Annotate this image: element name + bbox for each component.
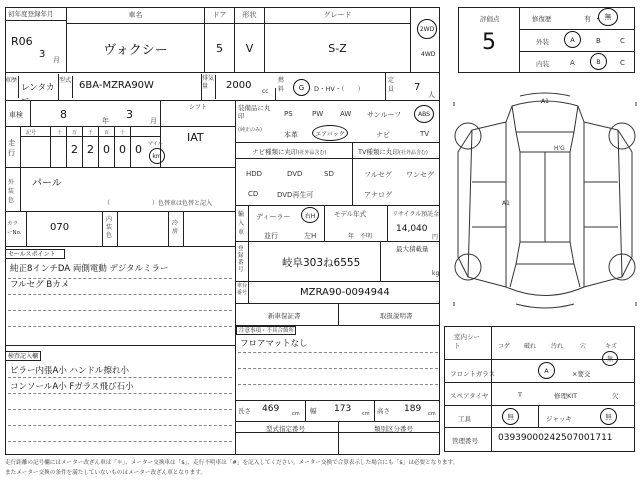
import-right-h-circle: 右H (301, 207, 319, 223)
inspection-divider (5, 101, 31, 127)
exterior-eval-b: B (596, 37, 601, 45)
seat-none-circle: 無 (602, 351, 618, 366)
sales-line-1 (8, 294, 232, 295)
shape-value: V (245, 41, 254, 55)
record-label: 記号 (26, 130, 37, 136)
tools-bottom (444, 427, 635, 428)
tv-analog: アナログ (364, 191, 392, 199)
insp-line-4 (8, 441, 232, 442)
equip-airbag-circle: エアバック (312, 125, 348, 141)
repair-bottom (520, 29, 635, 30)
sales-bottom (5, 345, 235, 346)
car-name-label: 車名 (67, 7, 204, 24)
insp-line-2 (8, 409, 232, 410)
first-reg-label: 初年度登録年月 (5, 7, 66, 21)
insp-line-1 (8, 393, 232, 394)
first-reg-cell (5, 7, 67, 73)
front-glass-label: フロントガラス (450, 370, 496, 378)
spare-missing: 欠 (612, 392, 619, 400)
equip-sunroof: サンルーフ (367, 111, 402, 119)
equip-tv: TV (420, 130, 430, 138)
interior-eval-a: A (570, 59, 575, 67)
exterior-color: パール (32, 178, 62, 189)
inspection-month: 3 (126, 108, 133, 121)
front-glass-a-circle: A (538, 362, 555, 379)
notes-line1: フロアマットなし (240, 339, 308, 349)
interior-eval-label: 内装 (536, 60, 549, 68)
sales-line-2 (8, 310, 232, 311)
grade-cell (265, 7, 440, 73)
width-value: 173 (334, 404, 352, 414)
grade-label: グレード (265, 7, 410, 24)
inspector-line1: ピラー内張A小 ハンドル擦れ小 (10, 366, 130, 376)
footer-line1: 走行距離の記号欄にはメーター改ざん車は「＊」、メーター交換車は「$」、走行不明車は「#」を記入してください。メーター交換で合算表示した場合にも「$」は必要となります。 (5, 460, 459, 466)
seat-opt-1: 破れ (524, 343, 537, 350)
month-unit: 月 (53, 56, 60, 64)
car-name-cell (67, 7, 205, 73)
notes-line-1 (238, 368, 438, 369)
notes-line-0 (238, 352, 438, 353)
tv-label (358, 147, 428, 156)
vin-value: MZRA90-0094944 (300, 287, 390, 298)
repair-label: 修復歴 (532, 15, 552, 23)
length-unit: cm (292, 411, 300, 417)
insp-line-3 (8, 425, 232, 426)
grade-value: S-Z (328, 41, 347, 55)
width-unit: cm (362, 411, 370, 417)
seat-opt-2: 汚れ (551, 343, 564, 350)
digit-header-0: 十 (57, 130, 63, 136)
tv-label-text: TV種類に丸印 (358, 148, 399, 156)
exterior-eval-bottom (520, 51, 635, 52)
diagram-mark-a1-top: A1 (541, 98, 549, 105)
jack-div (538, 405, 539, 427)
door-cell (205, 7, 235, 73)
seat-label: 室内シート (454, 333, 480, 350)
inspector-tag: 検査記入欄 (5, 351, 41, 361)
shift-box (160, 101, 235, 167)
height-unit: cm (428, 411, 436, 417)
interior-eval-c: C (620, 59, 625, 67)
exterior-eval-c: C (620, 37, 625, 45)
diagram-mark-hg: H'G (554, 145, 565, 152)
notes-tag: 注意事項・不具合箇所 (236, 326, 296, 335)
car-body-diagram (450, 92, 640, 317)
mileage-digit-1: 2 (87, 143, 94, 156)
seat-opt-4: キズ (605, 343, 617, 350)
inspection-label: 車検 (9, 111, 23, 119)
mileage-digit-3: 0 (119, 143, 126, 156)
row4-bottom (5, 167, 235, 168)
exterior-note: （ ）色替車は色替と記入 (104, 200, 213, 207)
model-year-value: 年 不明 (348, 233, 373, 240)
class-label: 類別区分番号 (374, 425, 413, 433)
diagram-mark-a1-mid: A1 (502, 200, 510, 207)
equip-ps: PS (284, 110, 293, 118)
mileage-digit-2: 0 (103, 143, 110, 156)
mileage-digit-0: 2 (71, 143, 78, 156)
recycle-label: リサイクル預託金 (392, 211, 440, 218)
model-year-label: モデル年式 (334, 210, 367, 218)
navi-sd: SD (324, 170, 334, 178)
capacity-unit: 人 (428, 91, 435, 99)
reg-number-label: 登録番号 (238, 246, 244, 273)
displacement-label: 排気量 (202, 75, 216, 99)
reg-number-value: 岐阜303ね6555 (282, 257, 361, 269)
drive-2wd-circle: 2WD (417, 19, 437, 39)
model-value: 6BA-MZRA90W (73, 74, 202, 101)
tv-oneseg: ワンセグ (406, 171, 434, 179)
sales-line-3 (8, 326, 232, 327)
length-value: 469 (262, 404, 280, 414)
tools-none-circle: 無 (502, 408, 519, 425)
digit-col-sep-1 (51, 127, 67, 167)
spare-t: T (518, 391, 522, 399)
repair-sep: ・ (594, 15, 601, 23)
shape-label: 形状 (235, 7, 264, 24)
new-warranty: 新車保証書 (268, 312, 301, 320)
equip-abs-circle: ABS (414, 105, 434, 123)
km-circle: km (149, 148, 165, 164)
spare-bottom (444, 405, 635, 406)
type-cert-div (338, 422, 339, 455)
equip-pw: PW (312, 110, 324, 118)
equip-leather: 本革 (284, 131, 298, 139)
height-value: 189 (404, 404, 422, 414)
first-reg-year: R06 (11, 35, 33, 48)
import-dealer: ディーラー (256, 213, 291, 221)
tv-fullseg: フルセグ (364, 171, 392, 179)
recycle-value: 14,040 (396, 224, 428, 234)
front-glass-bottom (444, 382, 635, 383)
category-value: レンタカー (19, 74, 59, 101)
records-divider (338, 303, 339, 325)
inspection-month-unit: 月 (150, 117, 157, 125)
repair-option-yes: 有 (584, 15, 591, 23)
max-load-label: 最大積載量 (396, 245, 429, 253)
mileage-digit-4: 0 (135, 143, 142, 156)
interior-b-circle: B (590, 53, 607, 70)
management-label: 管理番号 (452, 437, 478, 445)
door-label: ドア (205, 7, 234, 24)
exterior-eval-label: 外装 (536, 38, 549, 46)
navi-dvd: DVD (287, 170, 303, 178)
navi-label (252, 147, 326, 156)
equip-navi: ナビ (376, 131, 390, 139)
jack-label: ジャッキ (546, 415, 572, 423)
navi-sublabel: (社外品含む) (297, 150, 327, 156)
fuel-g-circle: G (293, 79, 310, 96)
jack-none-circle: 無 (600, 408, 617, 425)
seat-opt-0: コゲ (498, 343, 511, 350)
color-no-label: カラーNo. (7, 221, 22, 236)
equip-aw: AW (340, 110, 352, 118)
import-label: 輸入車 (238, 211, 245, 236)
digit-col-sep-0 (21, 127, 51, 167)
front-glass-replace: ×要交 (572, 370, 591, 378)
footer-line2: またメーター交換の条件を満たしていないものはメーター改ざん車となります。 (5, 470, 206, 476)
inspection-year: 8 (60, 108, 67, 121)
shift-value: IAT (187, 131, 204, 144)
category-label: 車歴 (5, 76, 19, 98)
drive-4wd: 4WD (421, 51, 436, 58)
import-left-h: 左H (304, 232, 317, 240)
navi-hdd: HDD (246, 170, 263, 178)
digit-header-2: 千 (88, 130, 94, 136)
tools-label: 工具 (458, 415, 471, 423)
spare-kit: 修理KIT (554, 392, 578, 400)
coldstorage-label: 冷房 (172, 220, 179, 235)
fuel-label: 燃料 (278, 77, 285, 93)
management-value: 03939000242507001711 (498, 433, 613, 443)
recycle-yen: 円 (432, 234, 439, 241)
car-name: ヴォクシー (103, 42, 168, 58)
manual: 取扱説明書 (380, 312, 413, 320)
vin-label: 車台番号 (237, 283, 248, 296)
shape-cell (235, 7, 265, 73)
digit-header-3: 百 (104, 130, 110, 136)
cc-label: cc (262, 88, 276, 100)
exterior-label: 外装色 (8, 179, 15, 204)
mile-label: マイル (148, 141, 163, 147)
shift-label: シフト (189, 104, 208, 111)
mileage-label: 走行 (8, 139, 15, 157)
sales-point-line2: フルセグ Bカメ (10, 280, 70, 290)
first-reg-month: 3 (39, 49, 46, 60)
max-load-kg: kg (432, 270, 440, 277)
score-value: 5 (482, 30, 496, 55)
door-value: 5 (216, 41, 223, 55)
row5-bottom (5, 211, 235, 212)
exterior-a-circle: A (564, 31, 581, 48)
navi-label-text: ナビ種類に丸印 (252, 148, 298, 156)
repair-none-circle: 無 (598, 8, 618, 26)
notes-line-2 (238, 384, 438, 385)
digit-header-4: 十 (120, 130, 126, 136)
width-label: 幅 (310, 407, 317, 415)
spare-label: スペアタイヤ (450, 392, 489, 400)
insp-line-0 (8, 377, 232, 378)
sales-points-tag: セールスポイント (5, 249, 65, 259)
color-no-value: 070 (50, 222, 70, 233)
type-cert-mid (235, 432, 440, 433)
capacity-value: 7 (414, 82, 421, 93)
sales-point-line1: 純正8インチDA 両側電動 デジタルミラー (10, 264, 169, 274)
fuel-divider (385, 73, 386, 101)
equipment-label: 装備品に丸印 (238, 104, 271, 120)
inspector-line2: コンソールA小 Fガラス飛び石小 (10, 382, 134, 392)
dims-div-1 (305, 400, 306, 422)
fuel-rest: D・HV・（ ） (314, 85, 365, 93)
tv-sublabel: (社外品含む) (398, 150, 428, 156)
row6-bottom (5, 246, 235, 247)
capacity-label: 定員 (388, 77, 395, 93)
navi-dvd-play: DVD再生可 (277, 191, 314, 199)
height-label: 高さ (377, 407, 390, 415)
model-label: 型式 (59, 76, 73, 98)
import-parallel: 並行 (264, 232, 278, 240)
seat-bottom (444, 359, 635, 360)
digit-header-1: 万 (72, 130, 78, 136)
reg-bottom (235, 281, 440, 282)
score-label: 評価点 (480, 15, 500, 23)
seat-opt-3: 穴 (580, 343, 587, 350)
equipment-sublabel: (純正のみ) (238, 127, 262, 133)
inspection-year-unit: 年 (102, 117, 109, 125)
displacement-value: 2000 (226, 80, 252, 91)
grade-divider (410, 7, 411, 73)
type-cert-label: 型式指定番号 (266, 425, 305, 433)
interior-label: 内装色 (106, 216, 113, 239)
dims-div-2 (374, 400, 375, 422)
navi-cd: CD (248, 190, 259, 198)
length-label: 長さ (238, 407, 251, 415)
